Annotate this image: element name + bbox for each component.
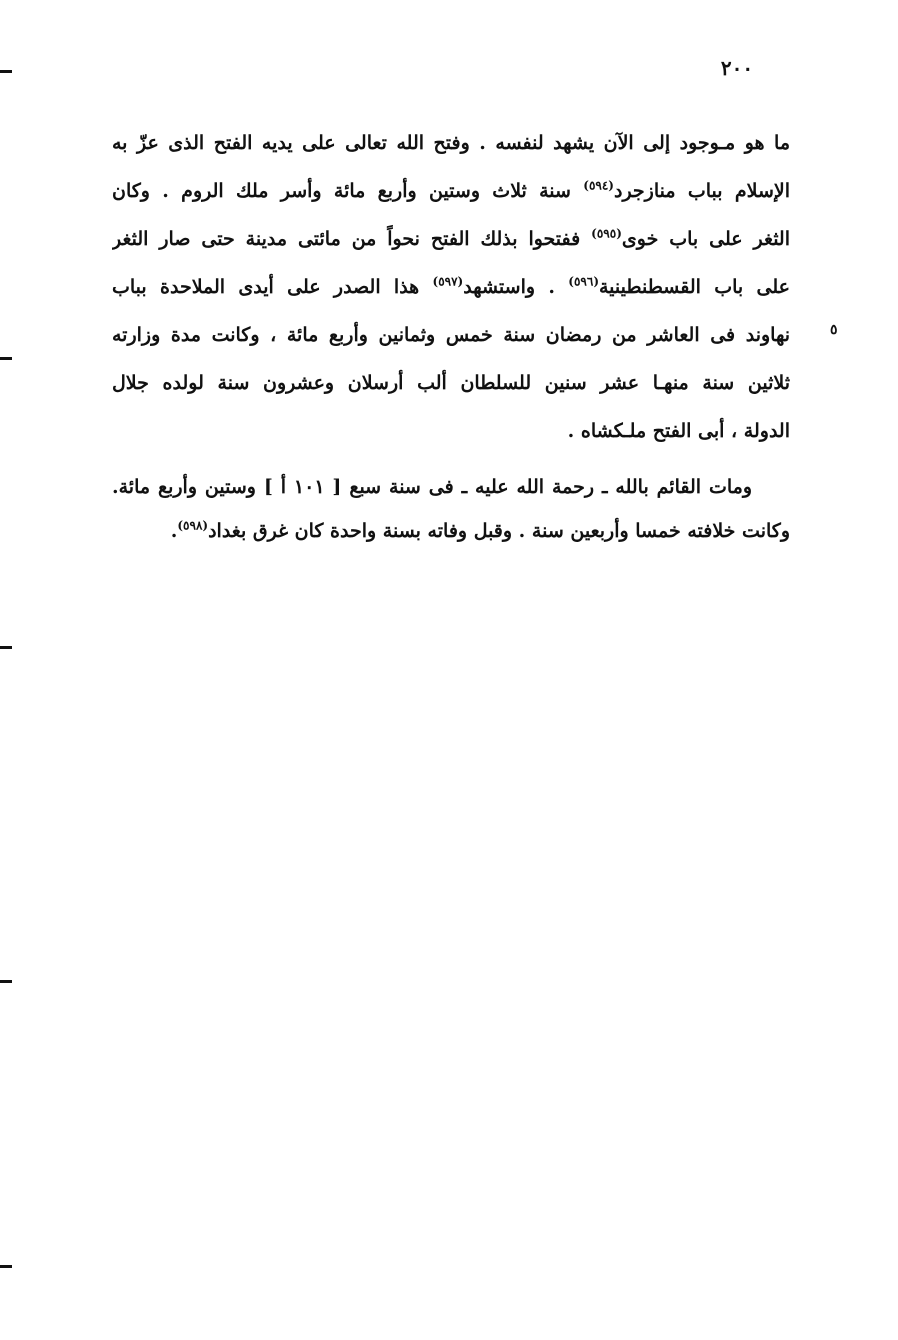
text-line — [112, 364, 790, 412]
paragraph-1 — [112, 124, 790, 460]
text-line — [112, 220, 790, 268]
text-segment: نهاوند فى العاشر من رمضان سنة خمس وثمانين وأربع مائة ، وكانت مدة وزارته — [112, 324, 790, 346]
line-marker: ٥ — [830, 322, 838, 338]
text-segment: ففتحوا بذلك الفتح نحواً من مائتى مدينة حتى صار الثغر — [112, 228, 592, 250]
footnote-ref: (٥٩٧) — [432, 274, 464, 289]
footnote-ref: (٥٩٤) — [583, 178, 614, 193]
text-segment: ما هو مـوجود إلى الآن يشهد لنفسه . وفتح الله تعالى على يديه الفتح الذى عزّ به — [112, 132, 790, 154]
paragraph-2 — [112, 468, 790, 556]
text-line — [112, 468, 790, 512]
edge-mark — [0, 70, 12, 73]
edge-mark — [0, 646, 12, 649]
text-segment: وكانت خلافته خمسا وأربعين سنة . وقبل وفاته بسنة واحدة كان غرق بغداد — [208, 520, 790, 542]
text-segment: سنة ثلاث وستين وأربع مائة وأسر ملك الروم . وكان — [112, 180, 584, 202]
text-segment: الإسلام بباب منازجرد — [613, 180, 790, 202]
text-segment: الدولة ، أبى الفتح ملـكشاه . — [567, 420, 790, 442]
text-segment: الثغر على باب خوى — [621, 228, 790, 250]
edge-mark — [0, 980, 12, 983]
text-segment: ثلاثين سنة منهـا عشر سنين للسلطان ألب أرسلان وعشرون سنة لولده جلال — [112, 372, 790, 394]
text-segment: . — [170, 520, 178, 542]
text-line — [112, 316, 790, 364]
edge-mark — [0, 1265, 12, 1268]
text-segment: ومات القائم بالله ـ رحمة الله عليه ـ فى سنة سبع [ ١٠١ أ ] وستين وأربع مائة. — [112, 476, 752, 498]
text-line — [112, 124, 790, 172]
text-segment: . واستشهد — [463, 276, 569, 298]
text-line — [112, 512, 790, 556]
footnote-ref: (٥٩٦) — [568, 274, 599, 289]
text-segment: هذا الصدر على أيدى الملاحدة بباب — [112, 276, 433, 298]
footnote-ref: (٥٩٥) — [591, 226, 622, 241]
text-segment: على باب القسطنطينية — [599, 276, 790, 298]
edge-mark — [0, 357, 12, 360]
footnote-ref: (٥٩٨) — [177, 518, 209, 533]
text-line — [112, 268, 790, 316]
text-line — [112, 172, 790, 220]
page-number: ٢٠٠ — [720, 56, 754, 80]
text-line — [112, 412, 790, 460]
